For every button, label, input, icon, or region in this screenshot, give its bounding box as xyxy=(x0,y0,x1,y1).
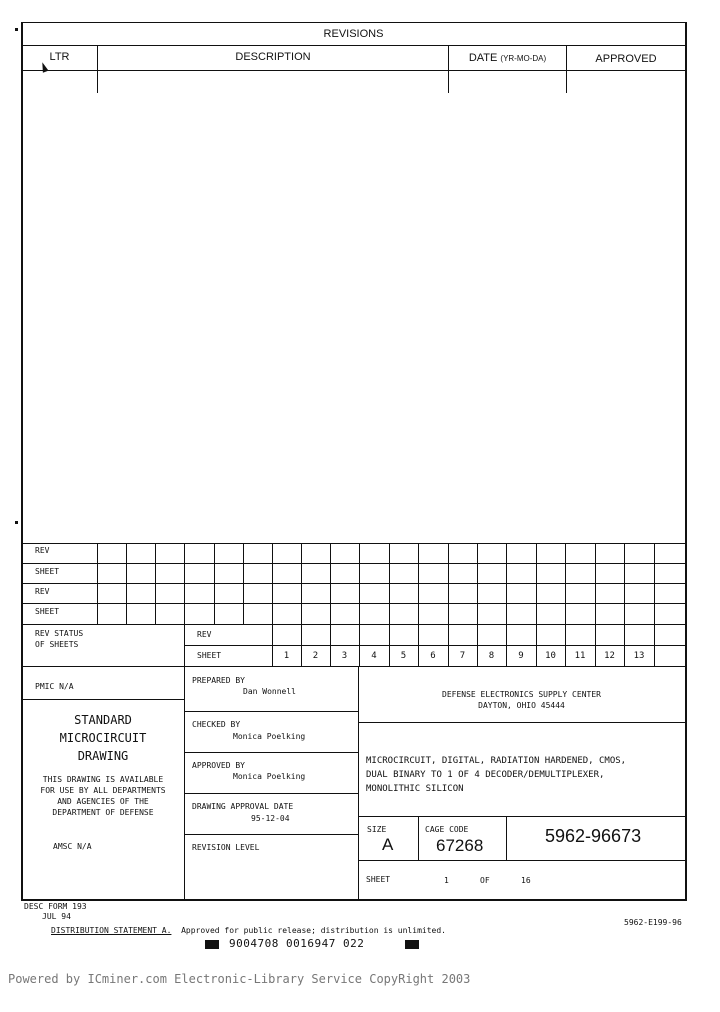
mid-line-4 xyxy=(184,834,358,835)
sheet-total: 16 xyxy=(521,876,531,885)
grid-col-line xyxy=(536,543,537,624)
prepared-name: Dan Wonnell xyxy=(243,687,296,696)
approval-date-value: 95-12-04 xyxy=(251,814,290,823)
grid-col-line xyxy=(126,543,127,624)
availability-line-1: THIS DRAWING IS AVAILABLE xyxy=(42,775,164,784)
availability-line-3: AND AGENCIES OF THE xyxy=(57,797,149,806)
grid-row-label-rev-2: REV xyxy=(35,587,50,596)
grid-col-line xyxy=(595,543,596,624)
col-approved: APPROVED xyxy=(595,53,657,65)
title-block xyxy=(366,754,626,796)
pmic: PMIC N/A xyxy=(35,682,74,691)
distribution-label: DISTRIBUTION STATEMENT A. xyxy=(51,926,172,935)
title-line-3: MONOLITHIC SILICON xyxy=(366,784,464,794)
col-date xyxy=(449,46,566,70)
doc-code: 5962-E199-96 xyxy=(624,918,682,927)
grid-row-label-sheet-2: SHEET xyxy=(35,607,60,616)
standard-line-2: MICROCIRCUIT xyxy=(59,731,147,745)
status-sheet-label: SHEET xyxy=(197,651,222,660)
barcode-block-left-icon xyxy=(205,940,219,949)
sheet-label: SHEET xyxy=(366,875,391,884)
status-sheet-number: 9 xyxy=(518,651,524,661)
size-sep xyxy=(418,816,419,860)
agency-line-1: DEFENSE ELECTRONICS SUPPLY CENTER xyxy=(442,690,601,699)
agency xyxy=(358,689,685,711)
left-divider xyxy=(22,699,184,700)
status-sheet-number: 12 xyxy=(604,651,615,661)
frame-bottom xyxy=(21,899,687,901)
rev-status-label-2: OF SHEETS xyxy=(35,640,79,649)
grid-col-line xyxy=(243,543,244,624)
grid-row-label-rev-1: REV xyxy=(35,546,50,555)
grid-row-label-sheet-1: SHEET xyxy=(35,567,60,576)
distribution-text: Approved for public release; distribution is unlimited. xyxy=(181,926,446,935)
frame-right xyxy=(685,22,687,900)
grid-col-line xyxy=(389,543,390,624)
grid-col-line xyxy=(359,543,360,624)
availability-line-4: DEPARTMENT OF DEFENSE xyxy=(52,808,154,817)
grid-line-5 xyxy=(22,624,685,625)
sheet-of-label: OF xyxy=(480,876,490,885)
grid-col-line xyxy=(97,543,98,624)
cage-value: 67268 xyxy=(436,836,484,855)
mid-line-2 xyxy=(184,752,358,753)
grid-line-3 xyxy=(22,583,685,584)
availability-line-2: FOR USE BY ALL DEPARTMENTS xyxy=(40,786,166,795)
grid-col-line xyxy=(654,543,655,624)
col-ltr: LTR xyxy=(49,51,70,63)
mid-line-1 xyxy=(184,711,358,712)
status-sheet-number: 11 xyxy=(574,651,586,661)
agency-line-2: DAYTON, OHIO 45444 xyxy=(478,701,565,710)
approved-label: APPROVED BY xyxy=(192,761,245,770)
cage-label: CAGE CODE xyxy=(425,825,469,834)
grid-col-line xyxy=(214,543,215,624)
status-sheet-number: 10 xyxy=(545,651,556,661)
status-sheet-number: 5 xyxy=(400,651,407,661)
standard-line-3: DRAWING xyxy=(77,749,129,763)
form-date: JUL 94 xyxy=(42,912,71,921)
right-line-1 xyxy=(358,722,685,723)
status-sheet-number: 8 xyxy=(488,651,495,661)
revision-level-label: REVISION LEVEL xyxy=(192,843,260,852)
right-line-2 xyxy=(358,816,685,817)
title-line-2: DUAL BINARY TO 1 OF 4 DECODER/DEMULTIPLEXER, xyxy=(366,770,605,780)
distribution-statement xyxy=(51,926,446,935)
rev-status-label-1: REV STATUS xyxy=(35,629,84,638)
margin-tick-bottom xyxy=(15,521,18,524)
right-line-3 xyxy=(358,860,685,861)
grid-col-line xyxy=(418,543,419,624)
grid-col-line xyxy=(301,543,302,624)
mid-line-3 xyxy=(184,793,358,794)
checked-name: Monica Poelking xyxy=(233,732,306,741)
status-sep xyxy=(184,624,185,899)
col-date-format: (YR-MO-DA) xyxy=(500,53,547,63)
col-date-label: DATE xyxy=(468,52,498,64)
grid-col-line xyxy=(624,543,625,624)
size-label: SIZE xyxy=(367,825,387,834)
margin-tick-top xyxy=(15,28,18,31)
status-sheet-number: 2 xyxy=(312,651,319,661)
status-line-bottom xyxy=(22,666,685,667)
checked-label: CHECKED BY xyxy=(192,720,241,729)
revisions-title: REVISIONS xyxy=(323,28,384,40)
drawing-number: 5962-96673 xyxy=(545,826,642,846)
status-sheet-number: 13 xyxy=(633,651,645,661)
status-sheet-number: 4 xyxy=(371,651,377,661)
grid-line-4 xyxy=(22,603,685,604)
barcode-text: 9004708 0016947 022 xyxy=(229,937,365,950)
form-number: DESC FORM 193 xyxy=(24,902,87,911)
availability-note xyxy=(22,774,184,818)
grid-col-line xyxy=(330,543,331,624)
standard-title xyxy=(22,711,184,765)
sheet-current: 1 xyxy=(444,876,449,885)
grid-line-2 xyxy=(22,563,685,564)
barcode-block-right-icon xyxy=(405,940,419,949)
amsc: AMSC N/A xyxy=(53,842,92,851)
status-sheet-number: 6 xyxy=(430,651,436,661)
status-sheet-number: 7 xyxy=(459,651,466,661)
powered-by: Powered by ICminer.com Electronic-Library Service CopyRight 2003 xyxy=(8,972,471,986)
approval-date-label: DRAWING APPROVAL DATE xyxy=(192,802,294,811)
prepared-label: PREPARED BY xyxy=(192,676,245,685)
status-col-line xyxy=(654,624,655,666)
cage-sep xyxy=(506,816,507,860)
grid-line-1 xyxy=(22,543,685,544)
col-description: DESCRIPTION xyxy=(235,51,311,63)
title-line-1: MICROCIRCUIT, DIGITAL, RADIATION HARDENED, CMOS, xyxy=(366,756,627,766)
size-value: A xyxy=(382,835,394,854)
grid-col-line xyxy=(477,543,478,624)
grid-col-line xyxy=(506,543,507,624)
status-sheet-number: 1 xyxy=(283,651,290,661)
grid-col-line xyxy=(272,543,273,624)
grid-col-line xyxy=(565,543,566,624)
grid-col-line xyxy=(448,543,449,624)
standard-line-1: STANDARD xyxy=(74,713,132,727)
status-sheet-number: 3 xyxy=(341,651,348,661)
approved-name: Monica Poelking xyxy=(233,772,306,781)
frame-left xyxy=(21,22,23,900)
grid-col-line xyxy=(184,543,185,624)
grid-col-line xyxy=(155,543,156,624)
status-rev-label: REV xyxy=(197,630,212,639)
